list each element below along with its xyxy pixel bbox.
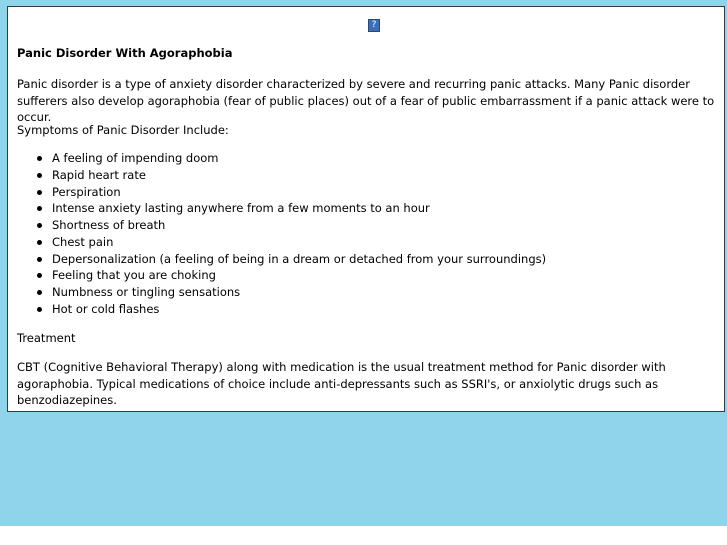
list-item: Shortness of breath — [17, 217, 546, 234]
list-item: Hot or cold flashes — [17, 301, 546, 318]
list-item: A feeling of impending doom — [17, 150, 546, 167]
symptom-list — [17, 150, 546, 318]
broken-image-icon: ? — [368, 19, 380, 32]
list-item: Perspiration — [17, 184, 546, 201]
list-item: Chest pain — [17, 234, 546, 251]
list-item: Numbness or tingling sensations — [17, 284, 546, 301]
list-item: Intense anxiety lasting anywhere from a few moments to an hour — [17, 200, 546, 217]
list-item: Feeling that you are choking — [17, 267, 546, 284]
treatment-paragraph: CBT (Cognitive Behavioral Therapy) along with medication is the usual treatment method for Panic disorder with agoraphobia. Typical medications of choice include anti-depressants such as SSRI's, or anxiolytic drugs such as benzodiazepines. — [17, 360, 666, 407]
treatment-heading: Treatment — [17, 331, 76, 345]
symptoms-heading: Symptoms of Panic Disorder Include: — [17, 123, 229, 137]
list-item: Rapid heart rate — [17, 167, 546, 184]
intro-paragraph: Panic disorder is a type of anxiety disorder characterized by severe and recurring panic attacks. Many Panic disorder sufferers also develop agoraphobia (fear of public places) out of a fear of public embarrassment if a panic attack were to occur. — [17, 77, 715, 124]
article-title: Panic Disorder With Agoraphobia — [17, 46, 233, 60]
article-container — [7, 6, 725, 412]
list-item: Depersonalization (a feeling of being in a dream or detached from your surroundings) — [17, 251, 546, 268]
